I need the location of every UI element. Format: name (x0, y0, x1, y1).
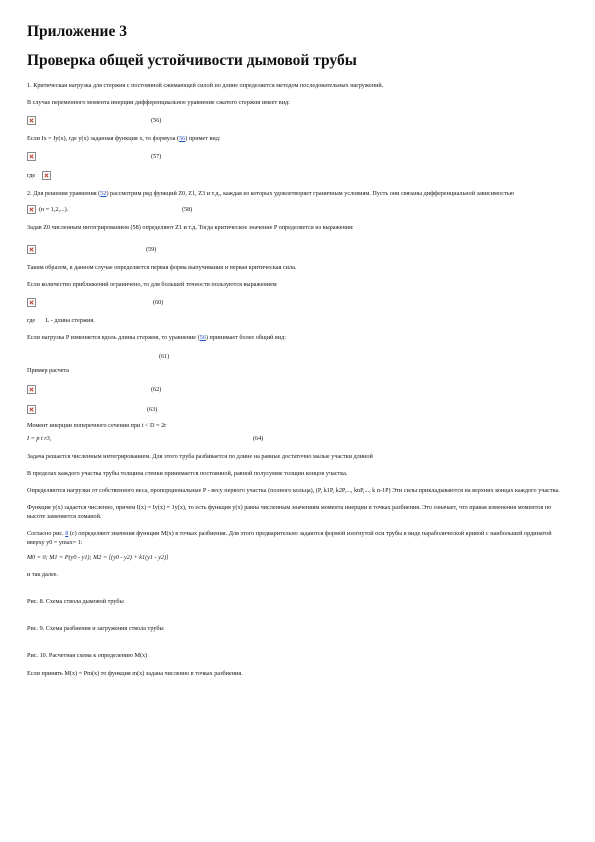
paragraph-4: 2. Для решения уравнения (52) рассмотрим ряд функций Z0, Z1, Z3 и т.д., каждая из которых удовлетворяет граничным условиям. Пусть они связаны дифференциальной зависимостью (27, 190, 515, 197)
appendix-title: Приложение 3 (27, 23, 127, 40)
paragraph-16: и так далее. (27, 571, 59, 578)
where-definition: L - длина стержня. (45, 317, 95, 324)
broken-image-icon (42, 171, 51, 180)
equation-62 (27, 384, 565, 395)
paragraph-12: Определяются нагрузки от собственного веса, пропорциональные P - весу первого участка (полного кольца), (P, k1P, k2P,..., knP,..., k n-1P) Эти силы прикладываются на верхних концах каждого участка. (27, 487, 560, 494)
broken-image-icon (27, 152, 36, 161)
formula-link-56b[interactable]: 56 (199, 334, 206, 341)
equation-64 (27, 433, 565, 444)
paragraph-8: Если нагрузка P изменяется вдоль длины стержня, то уравнение (56) принимает более общий вид: (27, 334, 286, 341)
equation-number: (57) (151, 153, 162, 160)
equation-number: (58) (182, 206, 193, 213)
equation-number: (56) (151, 117, 162, 124)
equation-number: (64) (253, 435, 264, 442)
figure-caption-8: Рис. 8. Схема ствола дымовой трубы (27, 598, 124, 605)
figure-link-8[interactable]: 8 (65, 530, 69, 537)
figure-caption-9: Рис. 9. Схема разбиения и загружения ствола трубы (27, 625, 164, 632)
paragraph-14: Согласно рис. 8 (с) определяют значения функции M(x) в точках разбиения. Для этого предварительно задаются формой изогнутой оси трубы в виде параболической кривой с наибольшей ординатой вверху y0 = ymax= 1: (27, 530, 552, 546)
equation-number: (61) (159, 353, 170, 360)
paragraph-3: Если Ix = Iy(x), где y(x) заданная функция x, то формула (56) примет вид: (27, 135, 221, 142)
broken-image-icon (27, 298, 36, 307)
paragraph-15: M0 = 0; M1 = P(y0 - y1); M2 = [(y0 - y2) + k1(y1 - y2)] (27, 554, 169, 561)
broken-image-icon (27, 116, 36, 125)
equation-61 (27, 351, 565, 362)
equation-59 (27, 244, 565, 255)
broken-image-icon (27, 245, 36, 254)
where-line-1: где (27, 170, 565, 181)
broken-image-icon (27, 405, 36, 414)
paragraph-1: 1. Критическая нагрузка для стержня с постоянной сжимающей силой по длине определяется методом последовательных нагружений. (27, 82, 384, 89)
equation-63 (27, 404, 565, 415)
equation-text: I = p t r3, (27, 435, 52, 442)
paragraph-2: В случае переменного момента инерции дифференциальное уравнение сжатого стержня имеет вид: (27, 99, 290, 106)
paragraph-5: Задав Z0 численным интегрированием (58) определяют Z1 и т.д. Тогда критическое значение P определяется из выражения: (27, 224, 354, 231)
equation-text: (n = 1,2,...). (39, 206, 69, 213)
paragraph-11: В пределах каждого участка трубы толщина стенки принимается постоянной, равной полусумме толщин концов участка. (27, 470, 348, 477)
paragraph-10: Задача решается численным интегрированием. Для этого труба разбивается по длине на равные достаточно малые участки длиной (27, 453, 373, 460)
equation-58 (27, 204, 565, 215)
formula-link-52[interactable]: 52 (100, 190, 107, 197)
equation-56 (27, 115, 565, 126)
equation-number: (62) (151, 386, 162, 393)
section-title: Проверка общей устойчивости дымовой трубы (27, 52, 357, 69)
paragraph-7: Если количество приближений ограничено, то для большей точности пользуются выражением (27, 281, 277, 288)
where-line-2: где L - длина стержня. (27, 317, 95, 324)
figure-caption-10: Рис. 10. Расчетная схема к определению M(x) (27, 652, 148, 659)
paragraph-13: Функция y(x) задается численно, причем I(x) = Iy(x) = 1y(x), то есть функция y(x) равна численным значениям момента инерции в точках разбиения. Это означает, что правая изменения моментов по высоте заменяется ломаной. (27, 504, 552, 520)
equation-60 (27, 297, 565, 308)
example-heading: Пример расчета (27, 367, 70, 374)
broken-image-icon (27, 205, 36, 214)
equation-number: (63) (147, 406, 158, 413)
equation-number: (60) (153, 299, 164, 306)
paragraph-9: Момент инерции поперечного сечения при t < D = 2r (27, 422, 167, 429)
paragraph-6: Таким образом, в данном случае определяется первая форма выпучивания и первая критическая сила. (27, 264, 297, 271)
equation-number: (59) (146, 246, 157, 253)
formula-link-56[interactable]: 56 (179, 135, 186, 142)
broken-image-icon (27, 385, 36, 394)
paragraph-17: Если принять M(x) = Pm(x) то функция m(x) задана численно в точках разбиения. (27, 670, 243, 677)
equation-57 (27, 151, 565, 162)
